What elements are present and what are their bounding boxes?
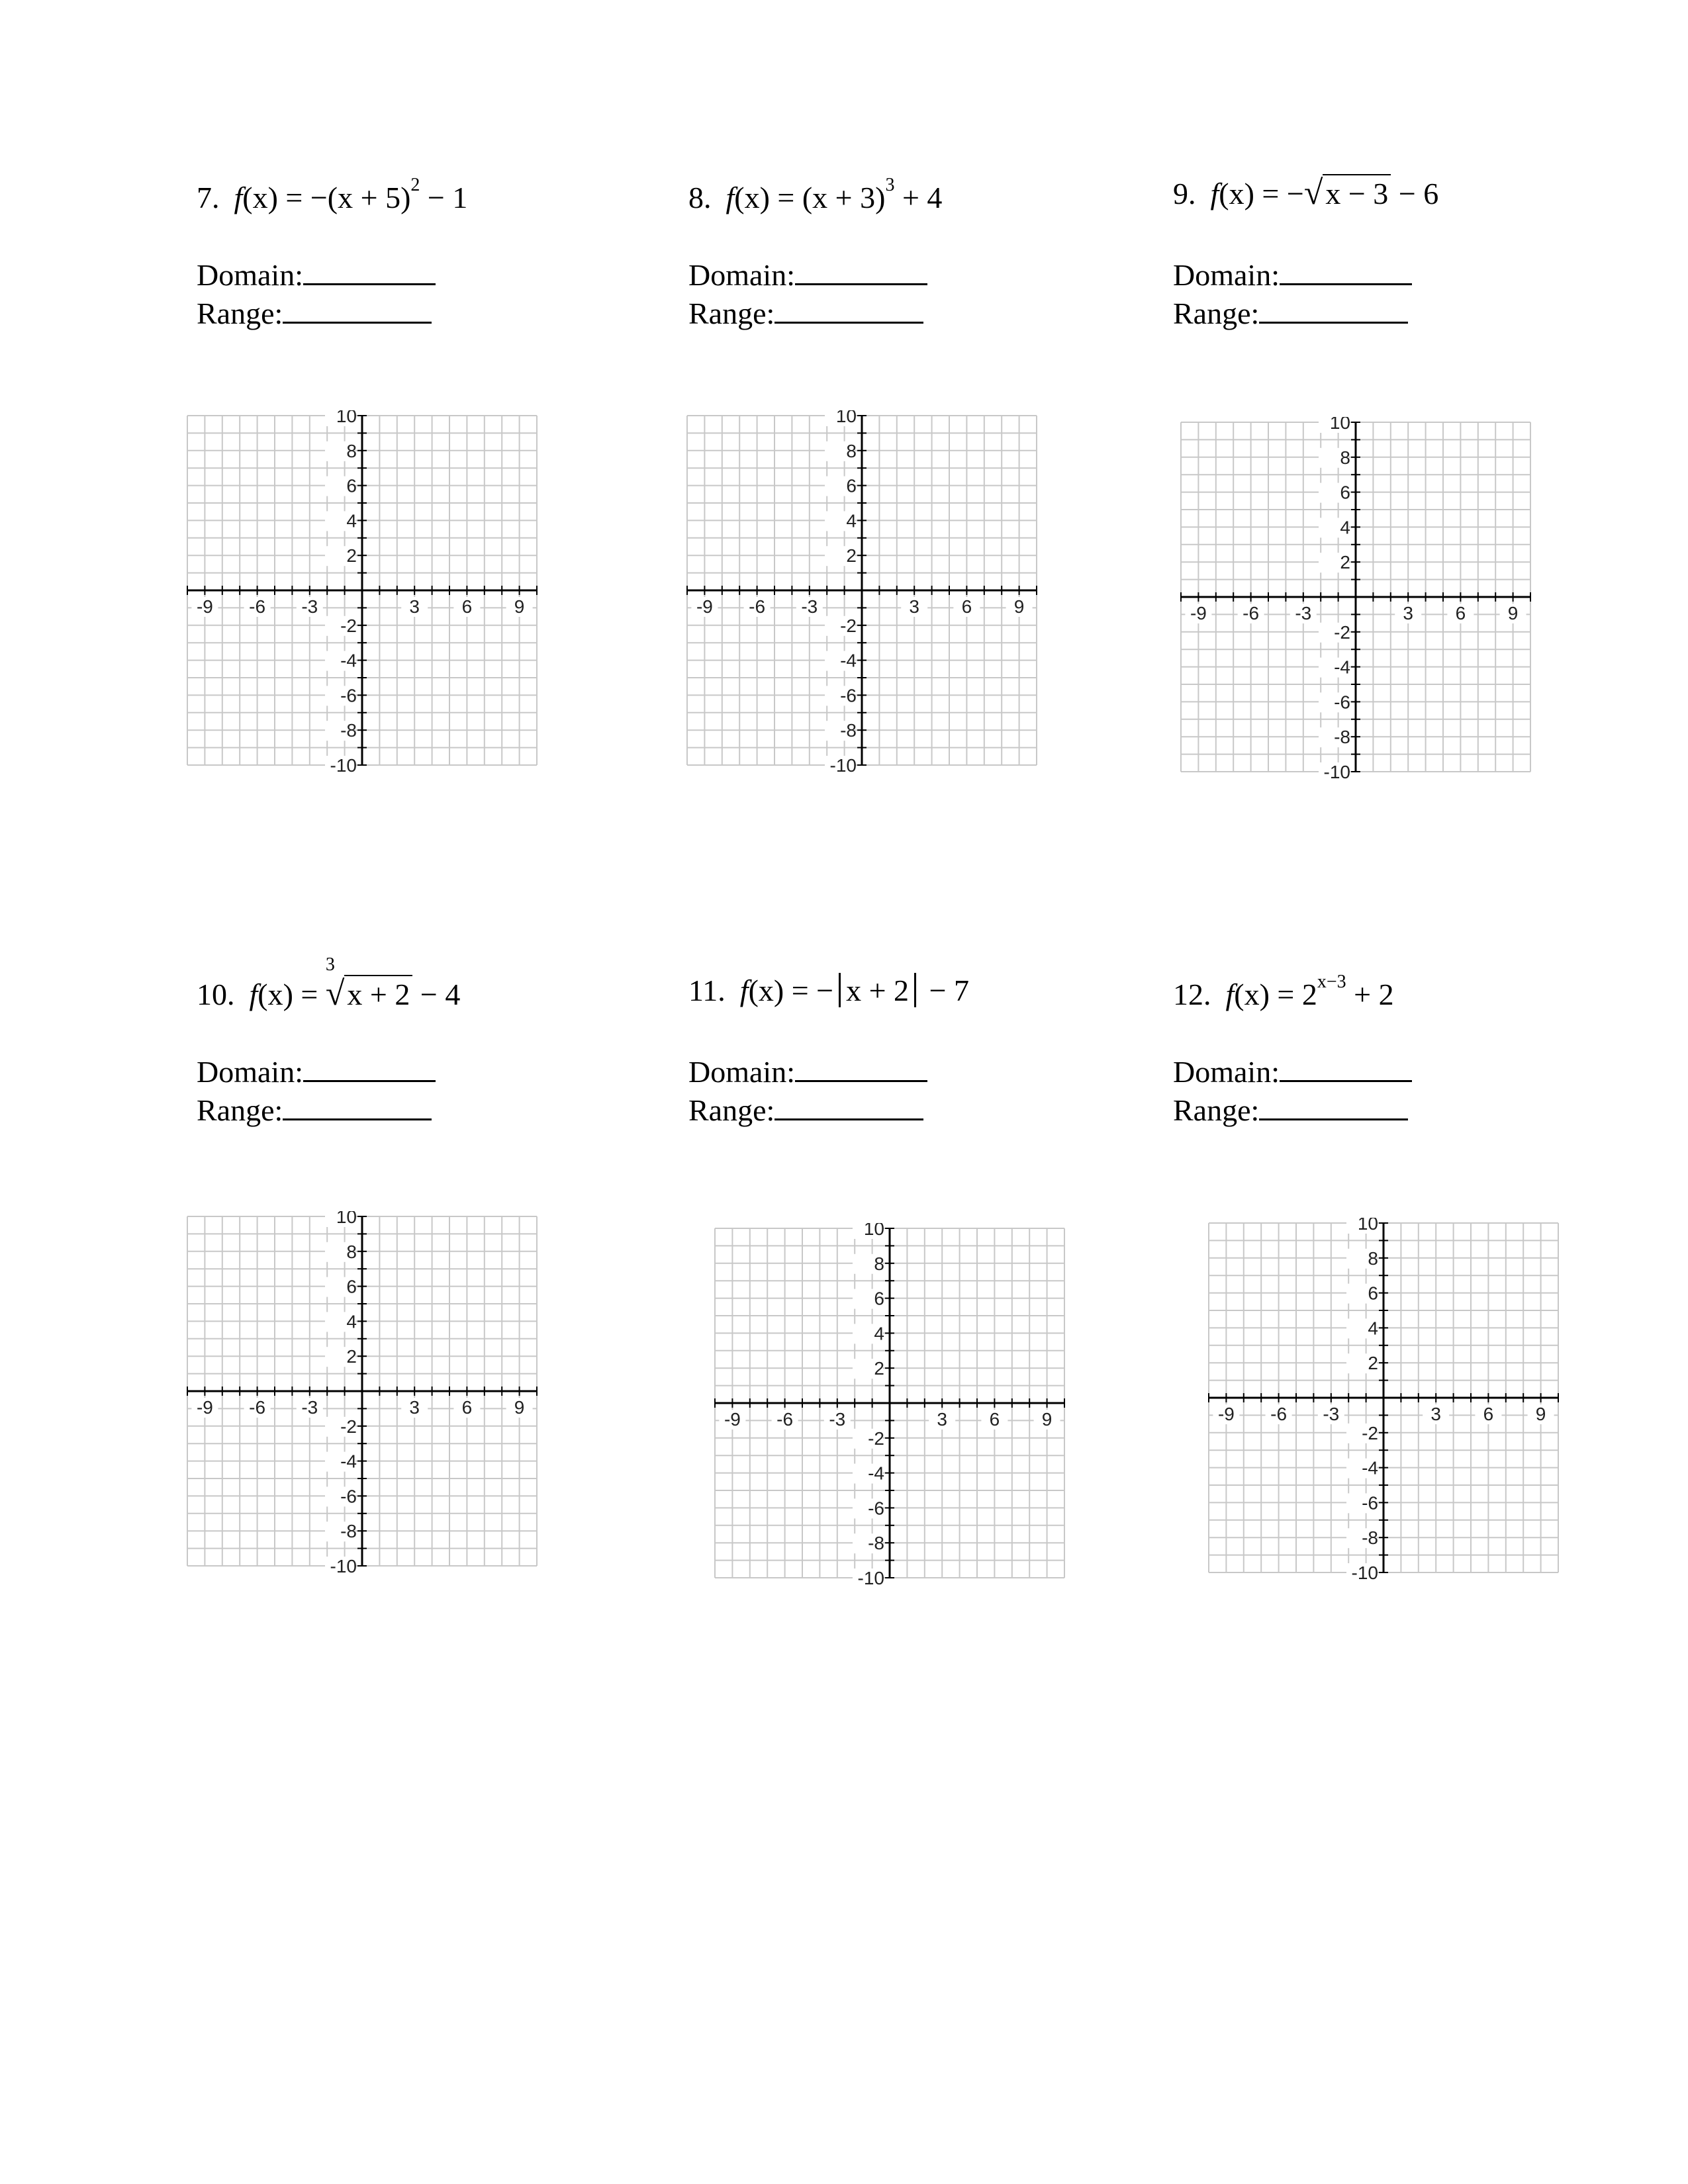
- x-tick-label: 3: [409, 596, 420, 617]
- range-blank[interactable]: [774, 1093, 923, 1120]
- x-tick-label: 6: [461, 596, 473, 617]
- x-tick-label: 9: [1535, 1404, 1546, 1424]
- y-tick-label: -6: [340, 1486, 357, 1507]
- y-tick-label: 2: [1368, 1353, 1378, 1374]
- x-tick-label: 9: [514, 596, 525, 617]
- y-tick-label: 6: [846, 475, 857, 496]
- problem-9-equation: 9. f(x) = −√x − 3 − 6: [1173, 174, 1439, 212]
- y-tick-label: -2: [1334, 621, 1350, 643]
- y-tick-label: 4: [1368, 1318, 1378, 1339]
- y-tick-label: -4: [340, 650, 357, 671]
- domain-field: Domain:: [1173, 258, 1412, 291]
- coordinate-grid-9[interactable]: [1176, 417, 1533, 780]
- cube-root-symbol: √: [325, 975, 345, 1013]
- problem-12-equation: 12. $f(x) = 2^{x-3} + 2$: [1173, 972, 1394, 1011]
- y-tick-label: -10: [829, 755, 857, 773]
- y-tick-label: -2: [840, 615, 857, 636]
- y-tick-label: 6: [874, 1288, 884, 1309]
- y-tick-label: 4: [346, 510, 357, 531]
- range-field: Range:: [1173, 1093, 1408, 1126]
- y-tick-label: -8: [340, 1521, 357, 1542]
- y-tick-label: -2: [340, 615, 357, 636]
- y-tick-label: 4: [874, 1323, 884, 1344]
- y-tick-label: 8: [346, 1241, 357, 1262]
- y-tick-label: -8: [1362, 1527, 1378, 1549]
- y-tick-label: 4: [346, 1311, 357, 1332]
- y-tick-label: -6: [868, 1498, 884, 1519]
- x-tick-label: 3: [1430, 1404, 1441, 1424]
- coordinate-grid-11[interactable]: [710, 1223, 1067, 1586]
- y-tick-label: -10: [1323, 762, 1350, 780]
- x-tick-label: -6: [249, 1397, 266, 1418]
- domain-blank[interactable]: [1280, 258, 1412, 285]
- range-blank[interactable]: [283, 296, 432, 324]
- y-tick-label: 10: [1357, 1218, 1378, 1234]
- coordinate-grid-7[interactable]: [182, 410, 539, 773]
- domain-field: Domain:: [197, 258, 436, 291]
- y-tick-label: -8: [340, 720, 357, 741]
- y-tick-label: -8: [840, 720, 857, 741]
- x-tick-label: -3: [1295, 603, 1312, 623]
- x-tick-label: 6: [1483, 1404, 1494, 1424]
- absolute-value-bar-right: [914, 973, 916, 1007]
- y-tick-label: -6: [840, 685, 857, 706]
- domain-blank[interactable]: [795, 1055, 927, 1082]
- x-tick-label: -3: [1323, 1404, 1340, 1424]
- y-tick-label: 10: [863, 1223, 884, 1239]
- y-tick-label: -10: [330, 755, 357, 773]
- x-tick-label: -6: [776, 1409, 794, 1430]
- range-field: Range:: [197, 296, 432, 329]
- y-tick-label: -4: [1334, 657, 1350, 678]
- domain-field: Domain:: [1173, 1055, 1412, 1087]
- square-root-symbol: √: [1303, 174, 1323, 212]
- coordinate-grid-8[interactable]: [682, 410, 1039, 773]
- range-field: Range:: [1173, 296, 1408, 329]
- y-tick-label: -4: [868, 1463, 884, 1484]
- y-tick-label: 4: [846, 510, 857, 531]
- coordinate-grid-12[interactable]: [1203, 1218, 1561, 1580]
- domain-blank[interactable]: [1280, 1055, 1412, 1082]
- problem-10-equation: 10. f(x) = $^3$√x + 2 − 4: [197, 954, 461, 1013]
- range-field: Range:: [688, 1093, 923, 1126]
- domain-field: Domain:: [688, 258, 927, 291]
- x-tick-label: -6: [249, 596, 266, 617]
- domain-blank[interactable]: [303, 258, 436, 285]
- x-tick-label: 6: [961, 596, 972, 617]
- domain-field: Domain:: [197, 1055, 436, 1087]
- y-tick-label: 6: [346, 1276, 357, 1297]
- x-tick-label: 3: [409, 1397, 420, 1418]
- coordinate-grid-10[interactable]: [182, 1211, 539, 1574]
- y-tick-label: -2: [340, 1416, 357, 1437]
- y-tick-label: 2: [846, 545, 857, 567]
- range-blank[interactable]: [1259, 1093, 1408, 1120]
- x-tick-label: 3: [937, 1409, 947, 1430]
- y-tick-label: 6: [1368, 1283, 1378, 1304]
- y-tick-label: 6: [1340, 482, 1350, 503]
- x-tick-label: 6: [461, 1397, 473, 1418]
- x-tick-label: 6: [989, 1409, 1000, 1430]
- y-tick-label: -6: [1334, 692, 1350, 713]
- y-tick-label: -8: [868, 1533, 884, 1554]
- problem-7-equation: 7. $f(x) = -(x + 5)^2 - 1$: [197, 175, 468, 214]
- x-tick-label: -3: [829, 1409, 846, 1430]
- y-tick-label: 2: [346, 545, 357, 567]
- y-tick-label: -10: [330, 1556, 357, 1574]
- y-tick-label: 10: [1329, 417, 1350, 433]
- x-tick-label: -6: [1270, 1404, 1288, 1424]
- y-tick-label: -10: [857, 1568, 884, 1586]
- y-tick-label: -10: [1351, 1563, 1378, 1580]
- x-tick-label: -9: [696, 596, 713, 617]
- y-tick-label: -4: [340, 1451, 357, 1472]
- x-tick-label: -3: [801, 596, 818, 617]
- range-blank[interactable]: [774, 296, 923, 324]
- y-tick-label: 10: [336, 1211, 357, 1227]
- x-tick-label: -9: [196, 1397, 213, 1418]
- problem-8-equation: 8. $f(x) = (x + 3)^3 + 4$: [688, 175, 943, 214]
- domain-blank[interactable]: [303, 1055, 436, 1082]
- x-tick-label: -9: [1190, 603, 1207, 623]
- domain-blank[interactable]: [795, 258, 927, 285]
- y-tick-label: 8: [1340, 447, 1350, 468]
- y-tick-label: -6: [340, 685, 357, 706]
- y-tick-label: -2: [868, 1428, 884, 1449]
- y-tick-label: 4: [1340, 517, 1350, 538]
- range-blank[interactable]: [1259, 296, 1408, 324]
- x-tick-label: -3: [301, 596, 318, 617]
- range-field: Range:: [197, 1093, 432, 1126]
- y-tick-label: -2: [1362, 1422, 1378, 1443]
- x-tick-label: -9: [196, 596, 213, 617]
- x-tick-label: -3: [301, 1397, 318, 1418]
- x-tick-label: 9: [1013, 596, 1025, 617]
- problem-11-equation: 11. f(x) = − x + 2 − 7: [688, 974, 970, 1007]
- y-tick-label: 2: [874, 1358, 884, 1379]
- y-tick-label: -4: [840, 650, 857, 671]
- y-tick-label: 10: [336, 410, 357, 426]
- y-tick-label: 8: [1368, 1248, 1378, 1269]
- y-tick-label: 6: [346, 475, 357, 496]
- y-tick-label: 2: [1340, 552, 1350, 573]
- y-tick-label: 8: [846, 440, 857, 461]
- range-blank[interactable]: [283, 1093, 432, 1120]
- y-tick-label: 10: [835, 410, 857, 426]
- domain-field: Domain:: [688, 1055, 927, 1087]
- x-tick-label: -6: [749, 596, 766, 617]
- x-tick-label: 9: [1507, 603, 1519, 623]
- absolute-value-bar-left: [839, 973, 841, 1007]
- x-tick-label: 3: [1403, 603, 1413, 623]
- x-tick-label: -9: [1217, 1404, 1235, 1424]
- y-tick-label: -4: [1362, 1457, 1378, 1479]
- x-tick-label: -9: [724, 1409, 741, 1430]
- x-tick-label: 3: [909, 596, 919, 617]
- y-tick-label: 2: [346, 1346, 357, 1367]
- x-tick-label: 9: [514, 1397, 525, 1418]
- y-tick-label: -8: [1334, 727, 1350, 748]
- y-tick-label: -6: [1362, 1492, 1378, 1514]
- y-tick-label: 8: [874, 1253, 884, 1274]
- x-tick-label: -6: [1243, 603, 1260, 623]
- x-tick-label: 9: [1041, 1409, 1053, 1430]
- range-field: Range:: [688, 296, 923, 329]
- y-tick-label: 8: [346, 440, 357, 461]
- x-tick-label: 6: [1455, 603, 1466, 623]
